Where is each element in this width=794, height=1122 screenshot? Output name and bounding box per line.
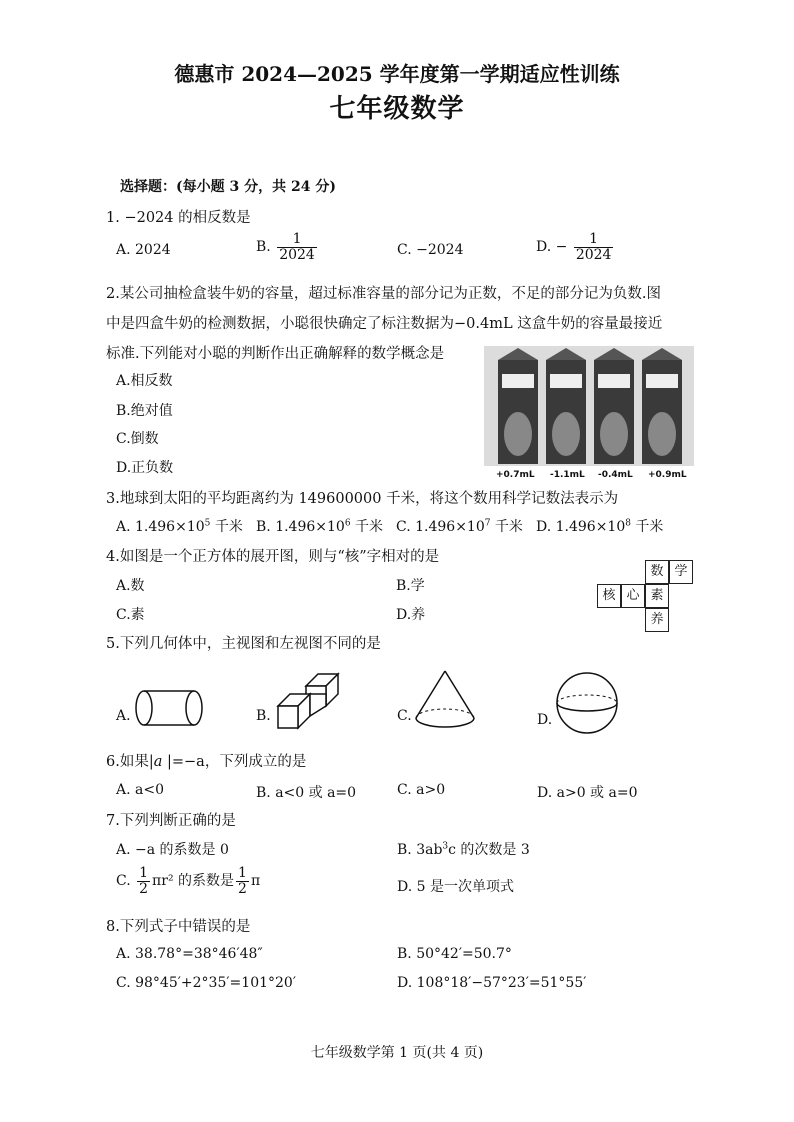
q3-a-unit: 千米 xyxy=(210,519,243,535)
q4-stem: 4.如图是一个正方体的展开图，则与“核”字相对的是 xyxy=(106,549,440,565)
net-cell-su: 素 xyxy=(645,584,669,608)
q3-option-c xyxy=(396,516,523,536)
cylinder-icon xyxy=(134,688,206,728)
q1-stem: 1. −2024 的相反数是 xyxy=(106,210,251,226)
q2-option-a: A.相反数 xyxy=(116,373,173,389)
q7-c-middle: πr² 的系数是 xyxy=(152,873,235,890)
q4-option-c: C.素 xyxy=(116,607,145,623)
net-cell-xue: 学 xyxy=(669,560,693,584)
q6-stem xyxy=(106,750,306,771)
q7-b-prefix: B. 3ab xyxy=(397,842,443,858)
q6-option-c: C. a>0 xyxy=(397,782,446,798)
q7-c-denominator-2: 2 xyxy=(238,880,247,897)
cube-net-diagram xyxy=(597,560,697,635)
q3-b-unit: 千米 xyxy=(350,519,383,535)
q6-stem-variable: a xyxy=(153,754,163,770)
net-cell-yang: 养 xyxy=(645,608,669,632)
q3-option-a xyxy=(116,516,243,536)
q7-c-fraction-2 xyxy=(236,866,249,896)
q5-stem: 5.下列几何体中，主视图和左视图不同的是 xyxy=(106,636,381,652)
q2-stem-line1: 2.某公司抽检盒装牛奶的容量，超过标准容量的部分记为正数，不足的部分记为负数.图 xyxy=(106,286,661,302)
q1-b-numerator: 1 xyxy=(277,232,317,248)
q8-option-c: C. 98°45′+2°35′=101°20′ xyxy=(116,975,296,991)
milk-carton-3 xyxy=(594,348,634,464)
q7-c-label: C. xyxy=(116,873,131,890)
q3-d-base: D. 1.496×10 xyxy=(536,519,626,535)
q2-option-d: D.正负数 xyxy=(116,460,174,476)
q3-a-exp: 5 xyxy=(204,518,211,529)
q1-option-b-label: B. xyxy=(256,239,271,256)
q1-d-numerator: 1 xyxy=(574,232,614,248)
milk-cartons-image xyxy=(484,346,694,486)
q3-c-unit: 千米 xyxy=(490,519,523,535)
q4-option-b: B.学 xyxy=(396,578,425,594)
q8-option-a: A. 38.78°=38°46′48″ xyxy=(116,946,263,962)
q2-stem-line3: 标准.下列能对小聪的判断作出正确解释的数学概念是 xyxy=(106,346,445,362)
q1-option-d-label: D. − xyxy=(536,239,568,256)
net-cell-he: 核 xyxy=(597,584,621,608)
q7-option-d: D. 5 是一次单项式 xyxy=(397,879,514,895)
q6-option-a: A. a<0 xyxy=(116,782,164,798)
q6-stem-suffix: |=−a，下列成立的是 xyxy=(162,754,307,770)
exam-subject: 七年级数学 xyxy=(329,94,465,124)
q3-stem: 3.地球到太阳的平均距离约为 149600000 千米，将这个数用科学记数法表示为 xyxy=(106,491,619,507)
q7-c-fraction-1 xyxy=(137,866,150,896)
q3-d-unit: 千米 xyxy=(630,519,664,535)
q3-c-base: C. 1.496×10 xyxy=(396,519,485,535)
q8-option-d: D. 108°18′−57°23′=51°55′ xyxy=(397,975,587,991)
cone-icon xyxy=(412,668,478,730)
net-cell-xin: 心 xyxy=(621,584,645,608)
q5-option-d-label: D. xyxy=(537,712,553,728)
q5-option-c-label: C. xyxy=(397,708,412,724)
q2-option-b: B.绝对值 xyxy=(116,403,173,419)
q8-stem: 8.下列式子中错误的是 xyxy=(106,919,251,935)
q1-option-b-fraction xyxy=(277,232,317,262)
q3-b-exp: 6 xyxy=(344,518,351,529)
milk-label-3: -0.4mL xyxy=(598,470,633,480)
q7-option-a: A. −a 的系数是 0 xyxy=(116,842,229,858)
q7-stem: 7.下列判断正确的是 xyxy=(106,813,236,829)
q4-option-a: A.数 xyxy=(116,578,145,594)
milk-cartons-photo xyxy=(484,346,694,486)
q8-option-b: B. 50°42′=50.7° xyxy=(397,946,512,962)
q2-option-c: C.倒数 xyxy=(116,431,159,447)
q1-b-denominator: 2024 xyxy=(279,246,315,263)
section-title: 选择题：(每小题 3 分，共 24 分) xyxy=(120,179,336,195)
milk-carton-4 xyxy=(642,348,682,464)
net-cell-shu: 数 xyxy=(645,560,669,584)
q6-option-b: B. a<0 或 a=0 xyxy=(256,785,357,801)
q6-stem-prefix: 6.如果| xyxy=(106,754,154,770)
q5-option-b-label: B. xyxy=(256,708,271,724)
q3-a-base: A. 1.496×10 xyxy=(116,519,205,535)
q3-c-exp: 7 xyxy=(484,518,491,529)
q1-option-a: A. 2024 xyxy=(116,242,171,258)
q7-c-numerator-2: 1 xyxy=(238,865,247,881)
q1-option-d xyxy=(536,232,615,262)
milk-label-1: +0.7mL xyxy=(496,470,535,480)
q1-d-denominator: 2024 xyxy=(575,246,612,263)
q7-option-b xyxy=(397,839,530,859)
milk-label-2: -1.1mL xyxy=(550,470,585,480)
q3-d-exp: 8 xyxy=(625,518,631,529)
exam-title: 德惠市 2024—2025 学年度第一学期适应性训练 xyxy=(174,62,620,86)
q4-option-d: D.养 xyxy=(396,607,426,623)
sphere-icon xyxy=(554,670,620,736)
q7-b-exponent: 3 xyxy=(442,841,449,852)
q7-c-numerator-1: 1 xyxy=(139,865,149,881)
q7-c-denominator-1: 2 xyxy=(139,880,149,897)
q7-b-suffix: c 的次数是 3 xyxy=(448,842,530,858)
q3-option-d xyxy=(536,516,663,536)
q3-b-base: B. 1.496×10 xyxy=(256,519,345,535)
milk-carton-1 xyxy=(498,348,538,464)
page-footer: 七年级数学第 1 页(共 4 页) xyxy=(310,1045,484,1061)
stacked-cubes-icon xyxy=(274,672,340,732)
q3-option-b xyxy=(256,516,383,536)
q6-option-d: D. a>0 或 a=0 xyxy=(537,785,638,801)
q7-c-end: π xyxy=(250,873,261,890)
milk-carton-2 xyxy=(546,348,586,464)
q5-option-a-label: A. xyxy=(116,708,131,724)
q1-option-c: C. −2024 xyxy=(397,242,464,258)
q7-option-c xyxy=(116,866,260,896)
q1-option-d-fraction xyxy=(574,232,614,262)
milk-label-4: +0.9mL xyxy=(648,470,687,480)
q2-stem-line2: 中是四盒牛奶的检测数据，小聪很快确定了标注数据为−0.4mL 这盒牛奶的容量最接近 xyxy=(106,316,663,332)
q1-option-b xyxy=(256,232,319,262)
